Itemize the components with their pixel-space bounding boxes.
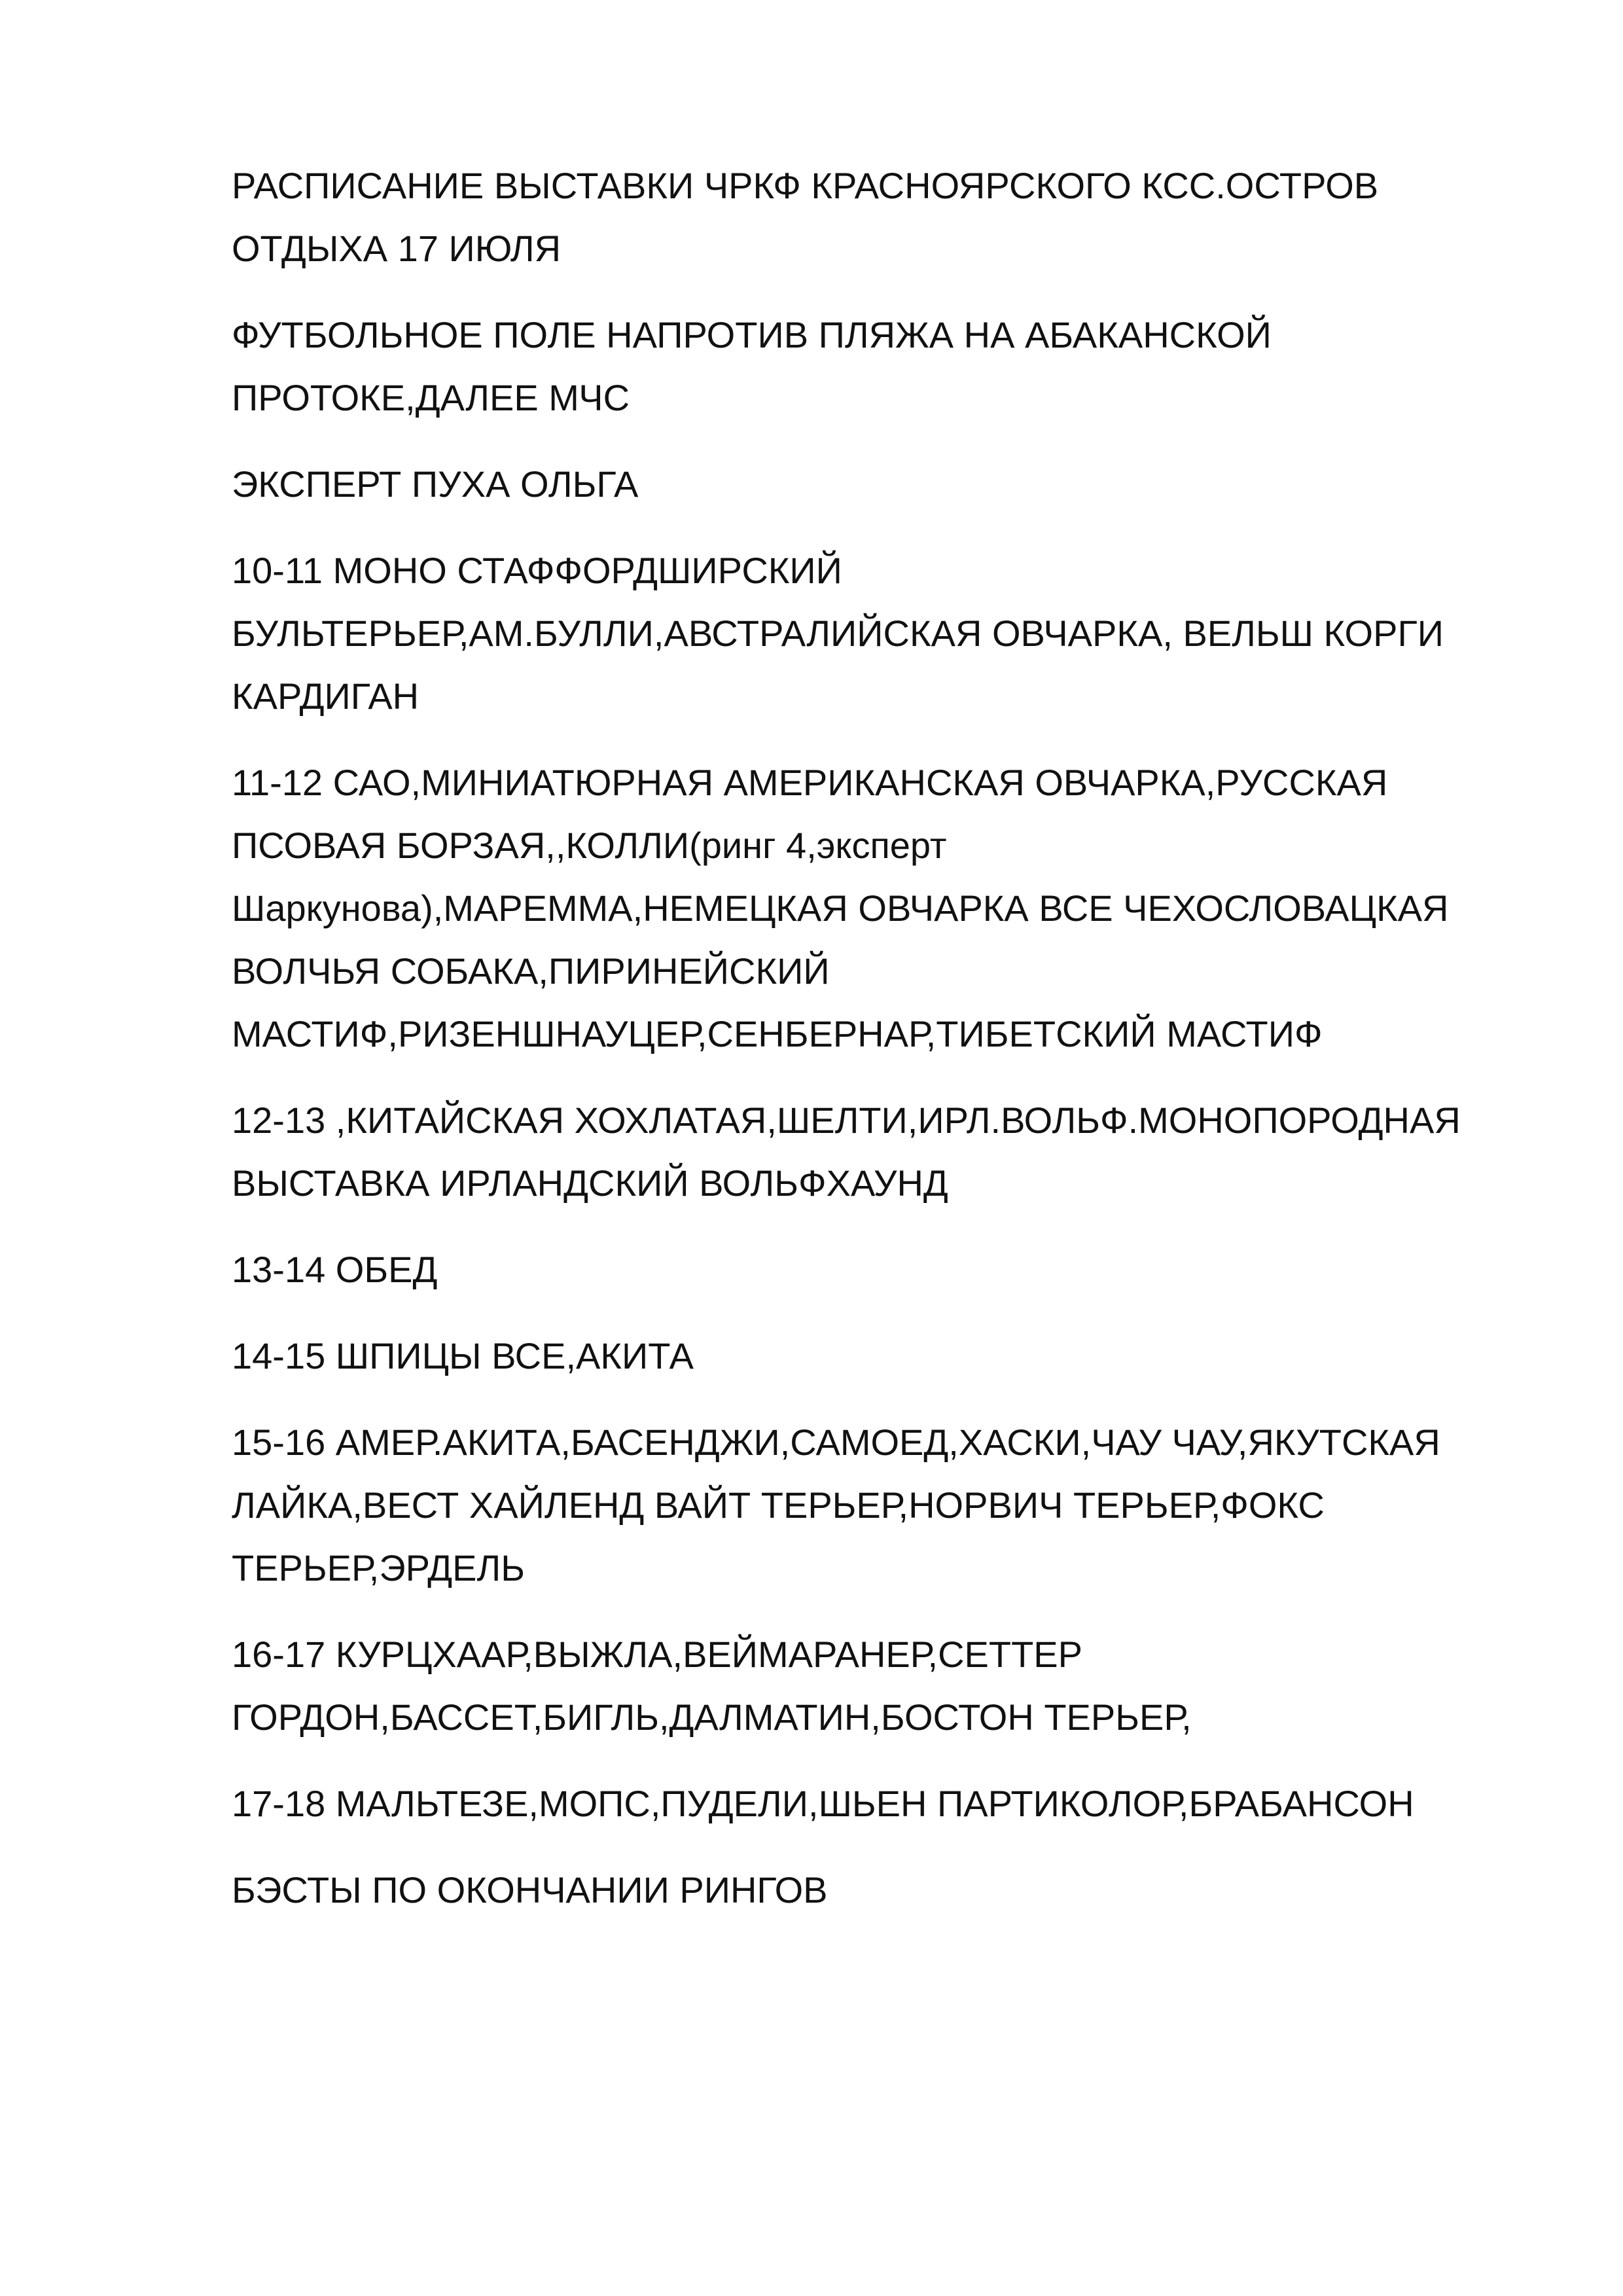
schedule-item-15-16: 15-16 АМЕР.АКИТА,БАСЕНДЖИ,САМОЕД,ХАСКИ,ЧАУ ЧАУ,ЯКУТСКАЯ ЛАЙКА,ВЕСТ ХАЙЛЕНД ВАЙТ ТЕРЬЕР,НОРВИЧ ТЕРЬЕР,ФОКС ТЕРЬЕР,ЭРДЕЛЬ bbox=[232, 1422, 1440, 1588]
schedule-item-11-12: 11-12 САО,МИНИАТЮРНАЯ АМЕРИКАНСКАЯ ОВЧАРКА,РУССКАЯ ПСОВАЯ БОРЗАЯ,,КОЛЛИ(ринг 4,эксперт Шаркунова),МАРЕММА,НЕМЕЦКАЯ ОВЧАРКА ВСЕ ЧЕХОСЛОВАЦКАЯ ВОЛЧЬЯ СОБАКА,ПИРИНЕЙСКИЙ МАСТИФ,РИЗЕНШНАУЦЕР,СЕНБЕРНАР,ТИБЕТСКИЙ МАСТИФ bbox=[232, 762, 1449, 1054]
title-paragraph: РАСПИСАНИЕ ВЫСТАВКИ ЧРКФ КРАСНОЯРСКОГО КСС.ОСТРОВ ОТДЫХА 17 ИЮЛЯ bbox=[232, 165, 1379, 269]
expert-paragraph: ЭКСПЕРТ ПУХА ОЛЬГА bbox=[232, 463, 639, 505]
schedule-item-10-11: 10-11 МОНО СТАФФОРДШИРСКИЙ БУЛЬТЕРЬЕР,АМ.БУЛЛИ,АВСТРАЛИЙСКАЯ ОВЧАРКА, ВЕЛЬШ КОРГИ КАРДИГАН bbox=[232, 550, 1444, 717]
schedule-item-14-15: 14-15 ШПИЦЫ ВСЕ,АКИТА bbox=[232, 1335, 694, 1376]
closing-paragraph: БЭСТЫ ПО ОКОНЧАНИИ РИНГОВ bbox=[232, 1869, 828, 1910]
schedule-item-17-18: 17-18 МАЛЬТЕЗЕ,МОПС,ПУДЕЛИ,ШЬЕН ПАРТИКОЛОР,БРАБАНСОН bbox=[232, 1783, 1414, 1824]
schedule-item-12-13: 12-13 ,КИТАЙСКАЯ ХОХЛАТАЯ,ШЕЛТИ,ИРЛ.ВОЛЬФ.МОНОПОРОДНАЯ ВЫСТАВКА ИРЛАНДСКИЙ ВОЛЬФХАУНД bbox=[232, 1100, 1461, 1204]
schedule-item-16-17: 16-17 КУРЦХААР,ВЫЖЛА,ВЕЙМАРАНЕР,СЕТТЕР ГОРДОН,БАССЕТ,БИГЛЬ,ДАЛМАТИН,БОСТОН ТЕРЬЕР, bbox=[232, 1634, 1192, 1738]
location-paragraph: ФУТБОЛЬНОЕ ПОЛЕ НАПРОТИВ ПЛЯЖА НА АБАКАНСКОЙ ПРОТОКЕ,ДАЛЕЕ МЧС bbox=[232, 314, 1272, 418]
schedule-item-13-14: 13-14 ОБЕД bbox=[232, 1249, 438, 1290]
document-body bbox=[232, 154, 1514, 1945]
